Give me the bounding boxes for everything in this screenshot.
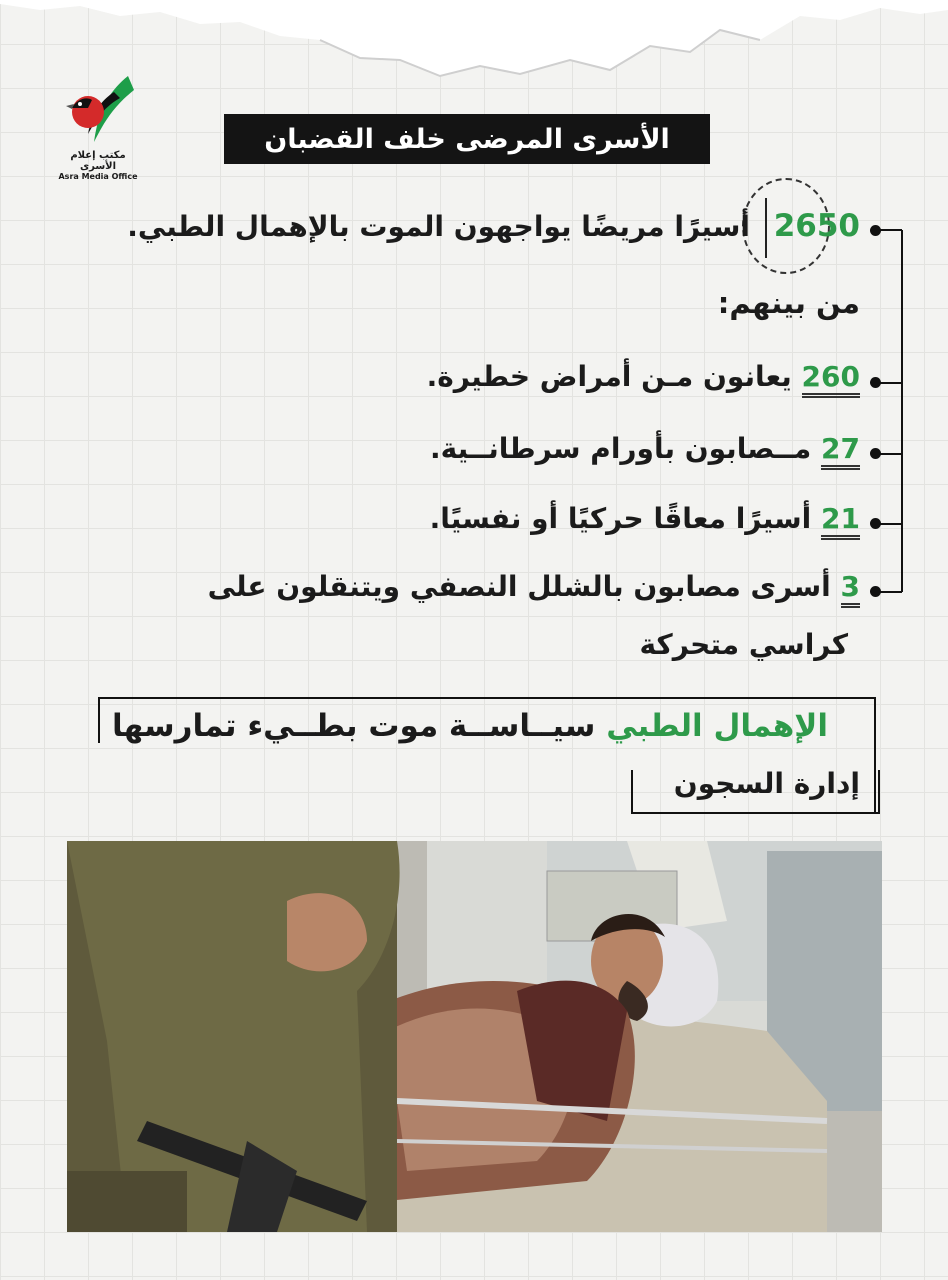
stat-paralysis-text-1: أسرى مصابون بالشلل النصفي ويتنقلون على	[207, 570, 831, 603]
stat-disabled-number: 21	[821, 502, 860, 540]
stat-paralysis-number: 3	[841, 570, 860, 608]
hospital-bed-photo	[67, 841, 882, 1232]
quote-box-edge	[98, 697, 100, 743]
stat-disabled-text: أسيرًا معاقًا حركيًا أو نفسيًا.	[429, 502, 812, 535]
asra-media-office-logo	[52, 72, 144, 184]
timeline-dot	[870, 377, 881, 388]
timeline-dot	[870, 586, 881, 597]
stat-cancer-text: مــصابون بأورام سرطانــية.	[430, 432, 812, 465]
bird-logo-icon	[58, 72, 138, 152]
stat-cancer-number: 27	[821, 432, 860, 470]
stat-paralysis-text-2: كراسي متحركة	[639, 628, 848, 661]
stat-paralysis	[208, 570, 860, 603]
quote-highlight: الإهمال الطبي	[606, 708, 828, 744]
stat-total	[127, 208, 860, 244]
timeline-dot	[870, 225, 881, 236]
stat-serious-number: 260	[802, 360, 860, 398]
stat-disabled	[430, 502, 860, 535]
timeline-dot	[870, 518, 881, 529]
timeline-line	[901, 230, 903, 592]
timeline-dot	[870, 448, 881, 459]
quote-rest: سيــاســة موت بطــيء تمارسها	[112, 708, 596, 744]
torn-paper-header	[0, 0, 948, 80]
stat-serious-text: يعانون مـن أمراض خطيرة.	[426, 360, 792, 393]
logo-name-english: Asra Media Office	[58, 172, 138, 181]
stat-serious	[427, 360, 860, 393]
stat-among-label: من بينهم:	[717, 286, 860, 320]
stat-cancer	[430, 432, 860, 465]
stat-total-number: 2650	[773, 208, 860, 244]
quote-line-2: إدارة السجون	[673, 767, 860, 800]
stat-total-text: أسيرًا مريضًا يواجهون الموت بالإهمال الطبي.	[127, 210, 750, 243]
logo-name-arabic: مكتب إعلام الأسرى	[70, 150, 126, 172]
page-title: الأسرى المرضى خلف القضبان	[224, 114, 710, 164]
quote-line-1	[112, 708, 828, 744]
